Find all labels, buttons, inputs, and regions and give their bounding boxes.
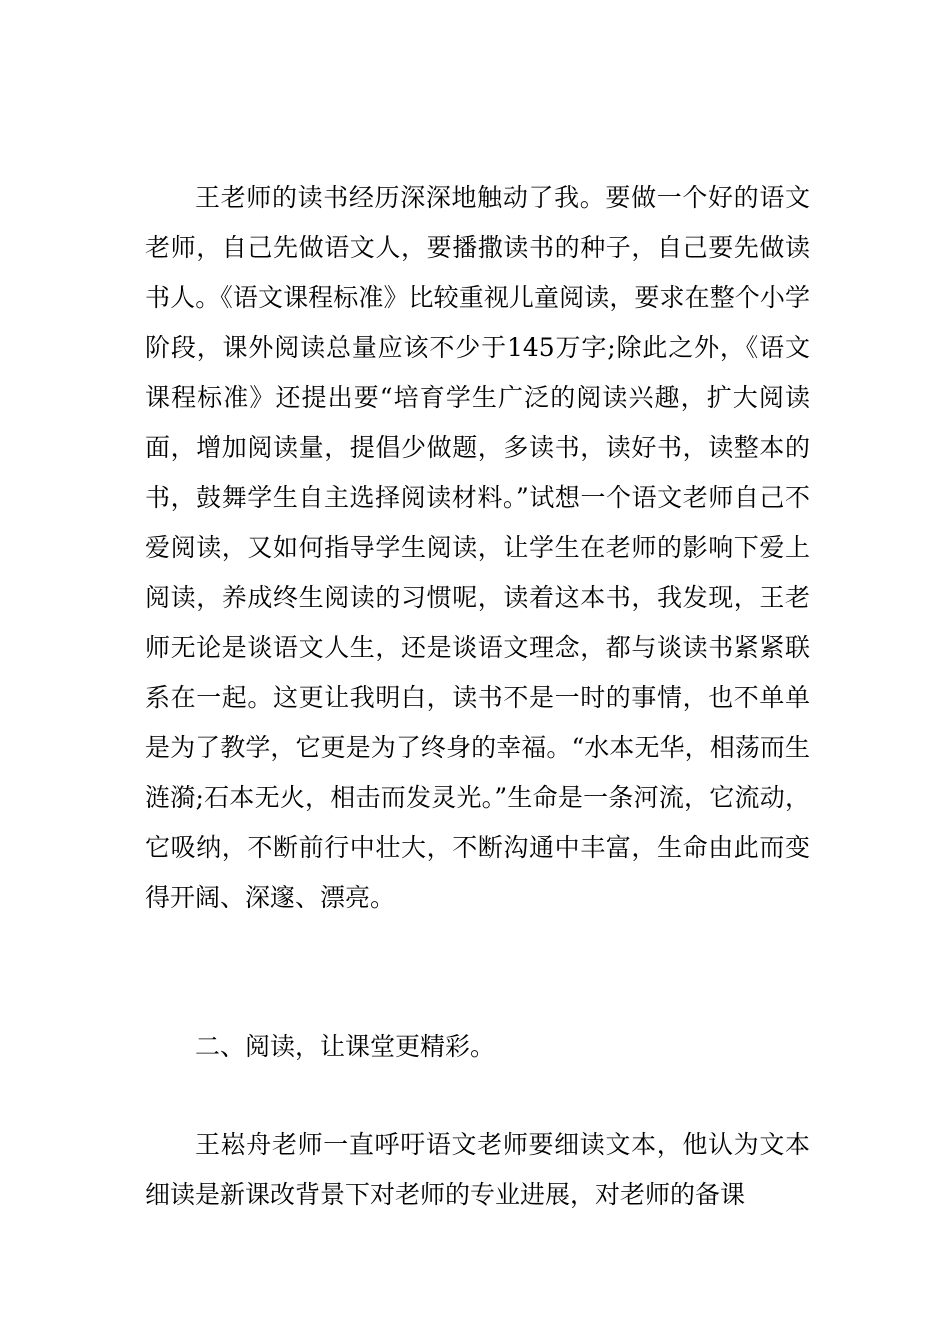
section-heading: 二、阅读，让课堂更精彩。: [195, 1032, 496, 1061]
body-paragraph-reading-experience: 王老师的读书经历深深地触动了我。要做一个好的语文老师，自己先做语文人，要播撒读书的种子，自己要先做读书人。《语文课程标准》比较重视儿童阅读，要求在整个小学阶段，课外阅读总量应该不少于145万字;除此之外，《语文课程标准》还提出要“培育学生广泛的阅读兴趣，扩大阅读面，增加阅读量，提倡少做题，多读书，读好书，读整本的书，鼓舞学生自主选择阅读材料。”试想一个语文老师自己不爱阅读，又如何指导学生阅读，让学生在老师的影响下爱上阅读，养成终生阅读的习惯呢，读着这本书，我发现，王老师无论是谈语文人生，还是谈语文理念，都与谈读书紧紧联系在一起。这更让我明白，读书不是一时的事情，也不单单是为了教学，它更是为了终身的幸福。“水本无华，相荡而生涟漪;石本无火，相击而发灵光。”生命是一条河流，它流动，它吸纳，不断前行中壮大，不断沟通中丰富，生命由此而变得开阔、深邃、漂亮。: [145, 183, 810, 912]
body-paragraph-text-reading: 王崧舟老师一直呼吁语文老师要细读文本，他认为文本细读是新课改背景下对老师的专业进展，对老师的备课: [145, 1130, 810, 1209]
